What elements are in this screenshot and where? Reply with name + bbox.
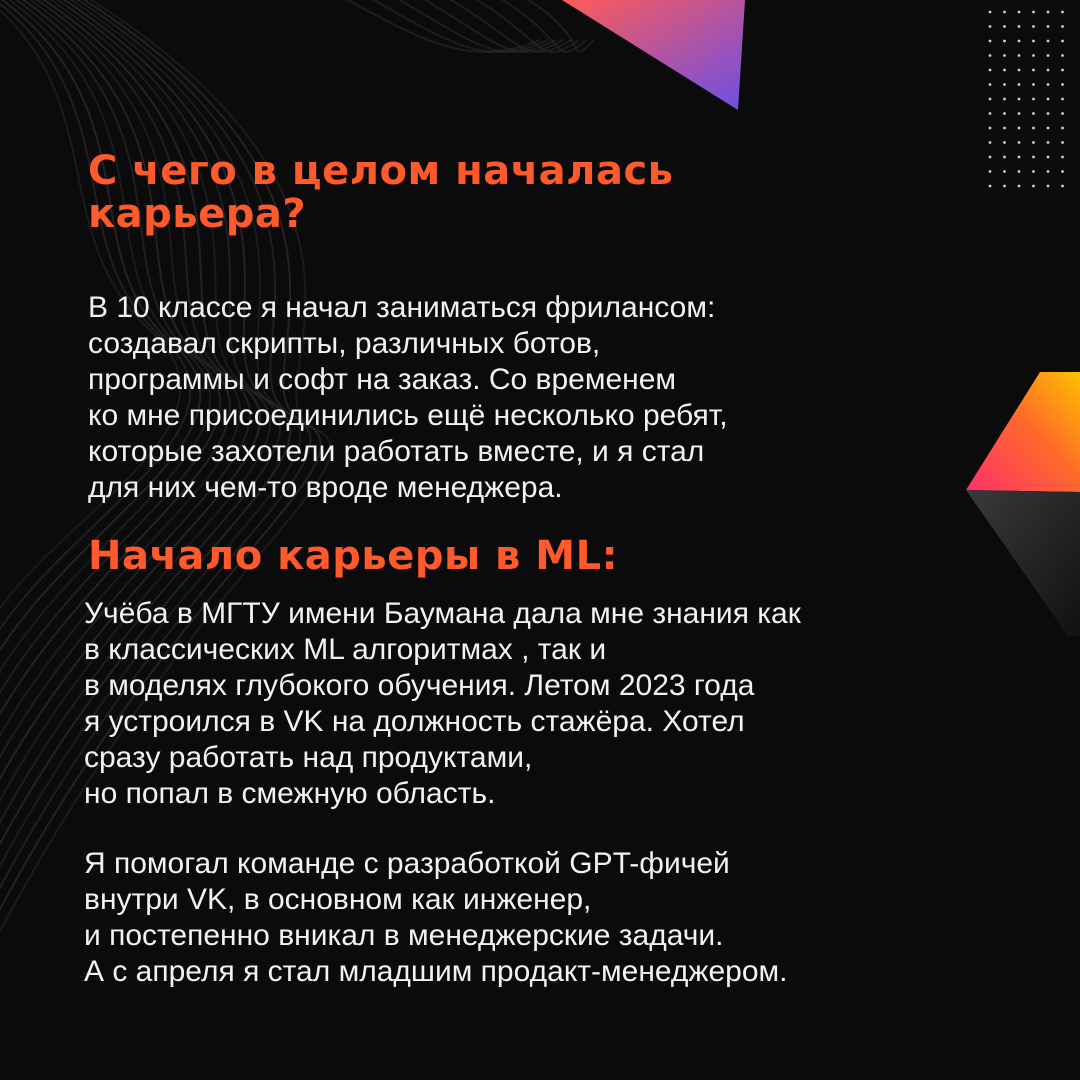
dot xyxy=(1061,141,1064,144)
contour-line xyxy=(460,0,579,52)
dot xyxy=(1003,98,1006,101)
dot xyxy=(1032,170,1035,173)
dot xyxy=(1018,11,1021,14)
dot xyxy=(1018,40,1021,43)
dot xyxy=(1032,40,1035,43)
dot xyxy=(1018,127,1021,130)
dot xyxy=(989,98,992,101)
dot xyxy=(1032,25,1035,28)
dot xyxy=(1032,112,1035,115)
dot xyxy=(989,40,992,43)
dot xyxy=(1061,83,1064,86)
dot xyxy=(1032,11,1035,14)
dot xyxy=(1018,83,1021,86)
dot xyxy=(1032,83,1035,86)
dot xyxy=(1003,170,1006,173)
dot xyxy=(1018,25,1021,28)
dot xyxy=(1047,98,1050,101)
dot xyxy=(1061,170,1064,173)
dot xyxy=(1003,40,1006,43)
contour-line xyxy=(382,0,556,52)
dot xyxy=(1018,54,1021,57)
dot xyxy=(1032,156,1035,159)
paragraph-bauman-vk: Учёба в МГТУ имени Баумана дала мне знания как в классических ML алгоритмах , так и в моделях глубокого обучения. Летом 2023 года я устроился в VK на должность стажёра. Хотел сразу работать над продуктами, но попал в смежную область. xyxy=(84,597,801,810)
dot xyxy=(1003,83,1006,86)
dot xyxy=(1003,11,1006,14)
dot xyxy=(1032,141,1035,144)
dot xyxy=(1003,54,1006,57)
dot xyxy=(1018,112,1021,115)
dot xyxy=(1018,156,1021,159)
dot xyxy=(1047,83,1050,86)
dot xyxy=(989,156,992,159)
dot xyxy=(989,112,992,115)
dot xyxy=(1061,156,1064,159)
dot xyxy=(1061,11,1064,14)
dot xyxy=(1003,112,1006,115)
dot xyxy=(1018,141,1021,144)
dot xyxy=(989,141,992,144)
dot xyxy=(1061,98,1064,101)
dot xyxy=(1018,69,1021,72)
dot xyxy=(1061,25,1064,28)
dot xyxy=(1047,156,1050,159)
dot xyxy=(1061,112,1064,115)
dot xyxy=(1018,98,1021,101)
dot xyxy=(1032,185,1035,188)
section-heading-ml-career: Начало карьеры в ML: xyxy=(88,533,619,579)
top-triangle xyxy=(562,0,745,110)
dot xyxy=(1018,170,1021,173)
dot xyxy=(1061,127,1064,130)
dot xyxy=(1047,40,1050,43)
dot xyxy=(1003,25,1006,28)
dot xyxy=(1032,127,1035,130)
dot xyxy=(1047,127,1050,130)
dot xyxy=(1047,170,1050,173)
dot xyxy=(1003,141,1006,144)
dot xyxy=(989,127,992,130)
dot xyxy=(989,170,992,173)
dot xyxy=(1047,185,1050,188)
dot xyxy=(1003,185,1006,188)
contour-line xyxy=(330,0,540,52)
prism-top-face xyxy=(966,372,1080,492)
dot xyxy=(1061,69,1064,72)
dot xyxy=(989,25,992,28)
section-heading-career-start: С чего в целом началась карьера? xyxy=(88,148,674,237)
dot xyxy=(989,83,992,86)
dot xyxy=(1047,11,1050,14)
dot xyxy=(1018,185,1021,188)
dot xyxy=(1061,54,1064,57)
dot xyxy=(1032,98,1035,101)
dot xyxy=(1047,54,1050,57)
dot xyxy=(989,11,992,14)
dot xyxy=(989,185,992,188)
dot xyxy=(989,54,992,57)
paragraph-gpt-features: Я помогал команде с разработкой GPT-фичей внутри VK, в основном как инженер, и постепенно вникал в менеджерские задачи. А с апреля я стал младшим продакт-менеджером. xyxy=(84,847,788,988)
dot xyxy=(1003,156,1006,159)
dot xyxy=(1047,141,1050,144)
dot xyxy=(1003,127,1006,130)
dot xyxy=(989,69,992,72)
paragraph-freelance: В 10 классе я начал заниматься фрилансом: создавал скрипты, различных ботов, программы и софт на заказ. Со временем ко мне присоединились ещё несколько ребят, которые захотели работать вместе, и я стал для них чем-то вроде менеджера. xyxy=(88,291,728,504)
dot xyxy=(1003,69,1006,72)
dot xyxy=(1047,69,1050,72)
dot xyxy=(1061,185,1064,188)
contour-line xyxy=(512,0,595,52)
dot xyxy=(1032,69,1035,72)
contour-line xyxy=(486,0,587,52)
dot xyxy=(1047,112,1050,115)
contour-line xyxy=(408,0,563,52)
dot xyxy=(1047,25,1050,28)
contour-line xyxy=(356,0,548,52)
dot xyxy=(1061,40,1064,43)
dot xyxy=(1032,54,1035,57)
contour-line xyxy=(434,0,571,52)
